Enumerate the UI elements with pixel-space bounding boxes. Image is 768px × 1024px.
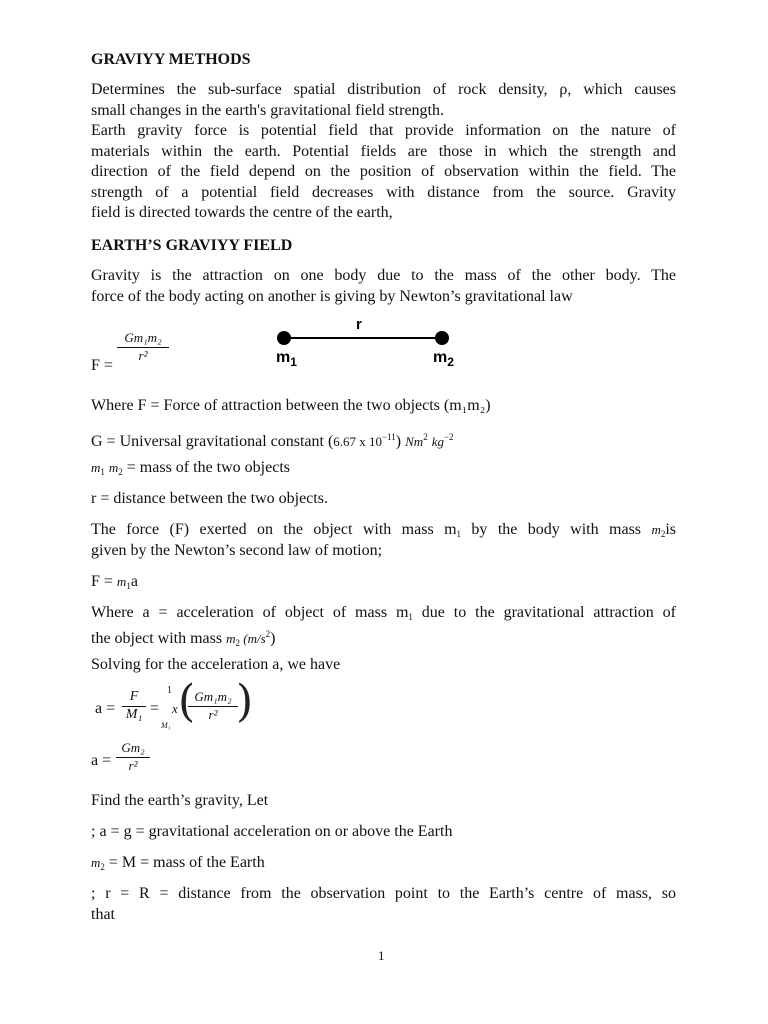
text-line: ; r = R = distance from the observation point to the Earth’s centre of mass, so (91, 885, 676, 902)
paragraph-acceleration (91, 603, 676, 648)
paragraph-potential-field (91, 121, 676, 224)
definition-G: G = Universal gravitational constant (6.67 x $10^{-11}$) Nm$^2$ $kg^{-2}$ (91, 432, 454, 450)
formula-equals: = (150, 700, 160, 717)
formula-one: 1 (167, 685, 172, 696)
paragraph-find-gravity: Find the earth’s gravity, Let (91, 792, 269, 809)
heading-gravity-methods: GRAVIYY METHODS (91, 51, 251, 68)
text-line: Earth gravity force is potential field that provide information on the nature of (91, 122, 676, 139)
mass-2-dot (435, 331, 449, 345)
masses-diagram (270, 310, 460, 374)
mass-1-dot (277, 331, 291, 345)
text-line: Gravity is the attraction on one body due to the mass of the other body. The (91, 267, 676, 284)
page-number: 1 (378, 948, 385, 963)
formula-F-lhs: F = (91, 357, 113, 374)
paragraph-m2-equals-M: $m_2 = M$ = mass of the Earth (91, 854, 265, 872)
fraction-numerator: Gm₁m₂ (117, 329, 169, 348)
fraction-F-over-M1: $\frac{F}{\text{M₁}}$ (122, 688, 146, 723)
paragraph-second-law (91, 520, 676, 561)
m1-label: $m_1$ (276, 349, 297, 369)
text-line: The force (F) exerted on the object with mass $m_1$ by the body with mass $m_2is$ (91, 521, 676, 539)
m2-label: $m_2$ (433, 349, 454, 369)
text-line: that (91, 905, 115, 923)
text-line: materials within the earth. Potential fields are those in which the strength and (91, 142, 676, 160)
paragraph-solving: Solving for the acceleration a, we have (91, 656, 341, 673)
text-line: small changes in the earth's gravitational field strength. (91, 101, 444, 119)
fraction-Gm1m2-over-r2: $\frac{\text{Gm₁m₂}}{\text{r²}}$ (188, 688, 238, 723)
paragraph-a-equals-g: ; a = g = gravitational acceleration on or above the Earth (91, 823, 453, 840)
left-paren: ( (178, 676, 196, 727)
formula-F-fraction (117, 329, 169, 364)
formula-F-ma: $F = m_1a$ (91, 573, 138, 591)
formula-a-lhs: a = (95, 700, 116, 717)
formula-x: x (172, 701, 178, 716)
r-label: r (356, 316, 362, 333)
text-line: direction of the field depend on the position of observation within the field. The (91, 163, 676, 180)
paragraph-intro (91, 80, 676, 121)
text-line: the object with mass $m_2$ $(m/s^2)$ (91, 628, 276, 648)
formula-a2-lhs: a = (91, 752, 112, 769)
definition-masses: $m_1$ $m_2$ = mass of the two objects (91, 459, 290, 477)
text-line: strength of a potential field decreases with distance from the source. Gravity (91, 183, 676, 201)
definition-r: r = distance between the two objects. (91, 490, 328, 507)
text-line: Where a = acceleration of object of mass $m_1$ due to the gravitational attraction of (91, 604, 676, 622)
text-line: force of the body acting on another is giving by Newton’s gravitational law (91, 287, 573, 305)
text-line: Determines the sub-surface spatial distribution of rock density, ρ, which causes (91, 81, 676, 98)
paragraph-r-equals-R (91, 884, 676, 925)
formula-M1-small: M₁ (161, 721, 171, 730)
fraction-Gm2-over-r2: $\frac{\text{Gm₂}}{\text{r²}}$ (116, 739, 150, 774)
heading-earth-gravity-field: EARTH’S GRAVIYY FIELD (91, 237, 293, 254)
text-line: given by the Newton’s second law of motion; (91, 541, 383, 559)
definition-F: Where F = Force of attraction between the two objects (m₁m₂) (91, 397, 491, 414)
fraction-denominator: r² (138, 348, 148, 363)
text-line: field is directed towards the centre of the earth, (91, 204, 393, 221)
right-paren: ) (236, 676, 254, 727)
paragraph-newton-law (91, 266, 676, 307)
